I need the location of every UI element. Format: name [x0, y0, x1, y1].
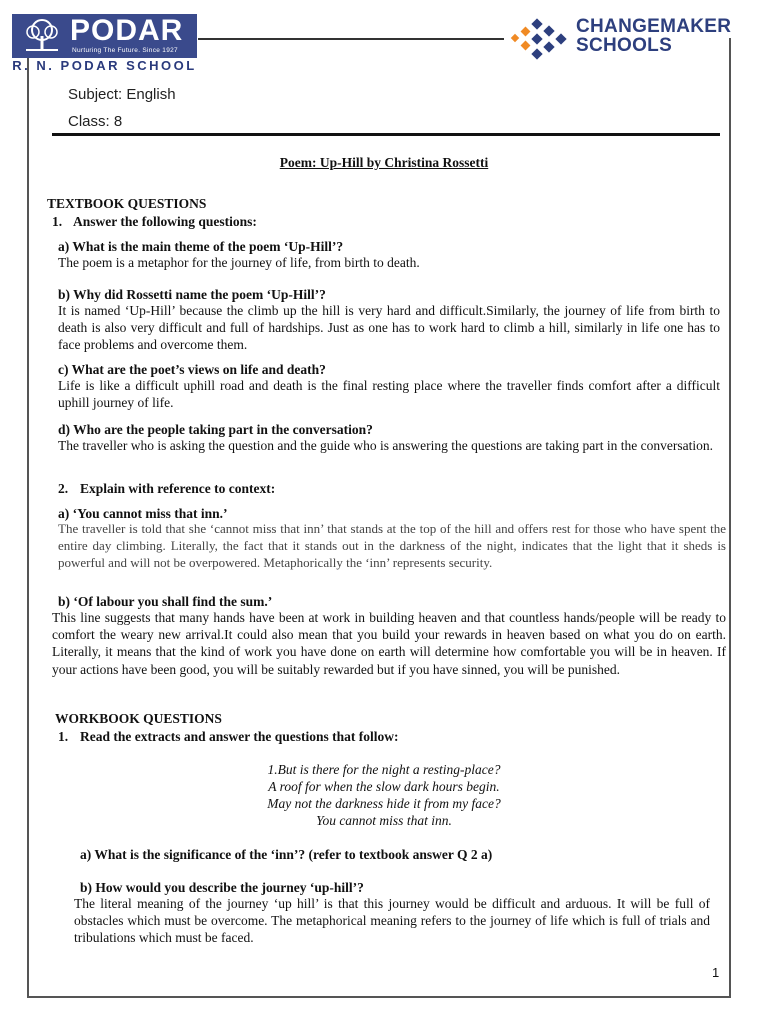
school-name: R. N. PODAR SCHOOL — [12, 58, 197, 73]
workbook-question-a: a) What is the significance of the ‘inn’? (refer to textbook answer Q 2 a) — [80, 847, 493, 862]
page-number: 1 — [712, 965, 720, 980]
class-label: Class: 8 — [68, 113, 123, 130]
poem-line: May not the darkness hide it from my face? — [267, 796, 501, 811]
podar-logo-name: PODAR — [70, 14, 184, 47]
question-1a: a) What is the main theme of the poem ‘Up-Hill’? — [58, 239, 344, 254]
tree-icon — [18, 18, 66, 54]
answer-1a: The poem is a metaphor for the journey of life, from birth to death. — [58, 255, 420, 270]
answer-2a: The traveller is told that she ‘cannot miss that inn’ that stands at the top of the hill and offers rest for those who have spent the entire day climbing. Literally, the fact that it stands out in the darkness of the night, indicates that the light that it sheds is powerful and will not be overpowered. Metaphorically the ‘inn’ represents security. — [58, 521, 726, 571]
changemaker-mark-icon — [508, 16, 570, 62]
podar-logo-tagline: Nurturing The Future. Since 1927 — [72, 47, 178, 54]
answer-1d: The traveller who is asking the question and the guide who is answering the questions are taking part in the conversation. — [58, 438, 713, 453]
question-2b: b) ‘Of labour you shall find the sum.’ — [58, 594, 273, 609]
podar-logo-box — [12, 14, 197, 58]
poem-line: A roof for when the slow dark hours begin. — [268, 779, 500, 794]
podar-logo — [12, 14, 197, 72]
header-divider — [198, 38, 504, 40]
question-1c: c) What are the poet’s views on life and death? — [58, 362, 326, 377]
textbook-q2-text: Explain with reference to context: — [80, 481, 276, 496]
question-2a: a) ‘You cannot miss that inn.’ — [58, 506, 228, 521]
textbook-q1-number: 1. — [52, 214, 63, 229]
page-title: Poem: Up-Hill by Christina Rossetti — [279, 155, 489, 170]
answer-1b: It is named ‘Up-Hill’ because the climb up the hill is very hard and difficult.Similarly, the journey of life from birth to death is also very difficult and full of hardships. Just as one has to work hard to climb a hill, similarly in life one has to face problems and overcome them. — [58, 303, 720, 353]
textbook-q1-text: Answer the following questions: — [73, 214, 257, 229]
question-1d: d) Who are the people taking part in the conversation? — [58, 422, 373, 437]
header-rule — [52, 133, 720, 136]
workbook-question-b: b) How would you describe the journey ‘up-hill’? — [80, 880, 364, 895]
answer-2b: This line suggests that many hands have been at work in building heaven and that countless hands/people will be ready to comfort the weary new arrival.It could also mean that you build your rewards in heaven based on what you do on earth. Literally, it means that the kind of work you have done on earth will determine how comfortable you will be in heaven. If your actions have been good, you will be suitably rewarded but if you have sinned, you will be punished. — [52, 610, 726, 677]
workbook-answer-b: The literal meaning of the journey ‘up hill’ is that this journey would be difficult and arduous. It will be full of obstacles which must be overcome. The metaphorical meaning refers to the journey of life which is full of trials and tribulations which must be faced. — [74, 896, 710, 946]
textbook-heading: TEXTBOOK QUESTIONS — [47, 196, 207, 211]
workbook-q1-text: Read the extracts and answer the questions that follow: — [80, 729, 399, 744]
poem-line: You cannot miss that inn. — [316, 813, 452, 828]
changemaker-wordmark — [576, 17, 731, 55]
changemaker-logo — [508, 14, 732, 60]
subject-label: Subject: English — [68, 86, 176, 103]
workbook-heading: WORKBOOK QUESTIONS — [55, 711, 222, 726]
changemaker-line2: SCHOOLS — [576, 35, 673, 56]
question-1b: b) Why did Rossetti name the poem ‘Up-Hill’? — [58, 287, 326, 302]
poem-line: 1.But is there for the night a resting-place? — [267, 762, 501, 777]
textbook-q2-number: 2. — [58, 481, 69, 496]
workbook-q1-number: 1. — [58, 729, 69, 744]
answer-1c: Life is like a difficult uphill road and death is the final resting place where the traveller finds comfort after a difficult uphill journey of life. — [58, 378, 720, 411]
changemaker-line1: CHANGEMAKER — [576, 16, 732, 37]
